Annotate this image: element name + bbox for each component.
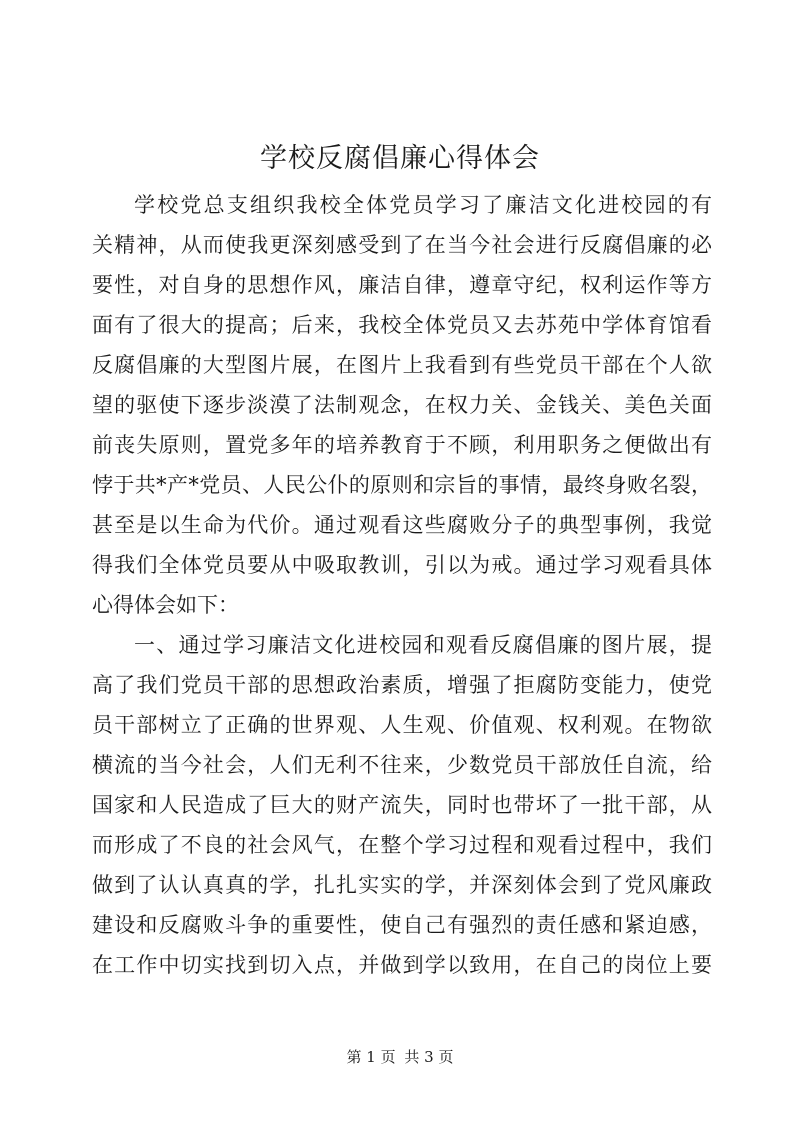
text-line: 甚至是以生命为代价。通过观看这些腐败分子的典型事例，我觉	[92, 513, 712, 537]
text-line: 心得体会如下：	[92, 593, 239, 617]
text-line: 关精神，从而使我更深刻感受到了在当今社会进行反腐倡廉的必	[92, 233, 712, 257]
paragraph-2	[92, 625, 712, 985]
paragraph-1	[92, 185, 712, 625]
text-line: 建设和反腐败斗争的重要性，使自己有强烈的责任感和紧迫感，	[92, 913, 712, 937]
text-line: 面有了很大的提高；后来，我校全体党员又去苏苑中学体育馆看	[92, 313, 712, 337]
document-title: 学校反腐倡廉心得体会	[260, 143, 540, 174]
text-line: 而形成了不良的社会风气，在整个学习过程和观看过程中，我们	[92, 833, 712, 857]
text-line: 反腐倡廉的大型图片展，在图片上我看到有些党员干部在个人欲	[92, 353, 712, 377]
text-line: 得我们全体党员要从中吸取教训，引以为戒。通过学习观看具体	[92, 553, 712, 577]
text-line: 做到了认认真真的学，扎扎实实的学，并深刻体会到了党风廉政	[92, 873, 712, 897]
text-line: 员干部树立了正确的世界观、人生观、价值观、权利观。在物欲	[92, 713, 712, 737]
text-line: 悖于共*产*党员、人民公仆的原则和宗旨的事情，最终身败名裂，	[92, 473, 712, 497]
page-total: 共 3 页	[404, 1048, 454, 1066]
text-line: 国家和人民造成了巨大的财产流失，同时也带坏了一批干部，从	[92, 793, 712, 817]
page-number: 第 1 页	[346, 1048, 396, 1066]
page-footer	[0, 1047, 800, 1067]
text-line: 学校党总支组织我校全体党员学习了廉洁文化进校园的有	[134, 193, 712, 217]
text-line: 一、通过学习廉洁文化进校园和观看反腐倡廉的图片展，提	[134, 633, 712, 657]
text-line: 前丧失原则，置党多年的培养教育于不顾，利用职务之便做出有	[92, 433, 712, 457]
text-line: 要性，对自身的思想作风，廉洁自律，遵章守纪，权利运作等方	[92, 273, 712, 297]
text-line: 横流的当今社会，人们无利不往来，少数党员干部放任自流，给	[92, 753, 712, 777]
text-line: 高了我们党员干部的思想政治素质，增强了拒腐防变能力，使党	[92, 673, 712, 697]
text-line: 望的驱使下逐步淡漠了法制观念，在权力关、金钱关、美色关面	[92, 393, 712, 417]
document-body	[92, 185, 712, 985]
text-line: 在工作中切实找到切入点，并做到学以致用，在自己的岗位上要	[92, 953, 712, 977]
